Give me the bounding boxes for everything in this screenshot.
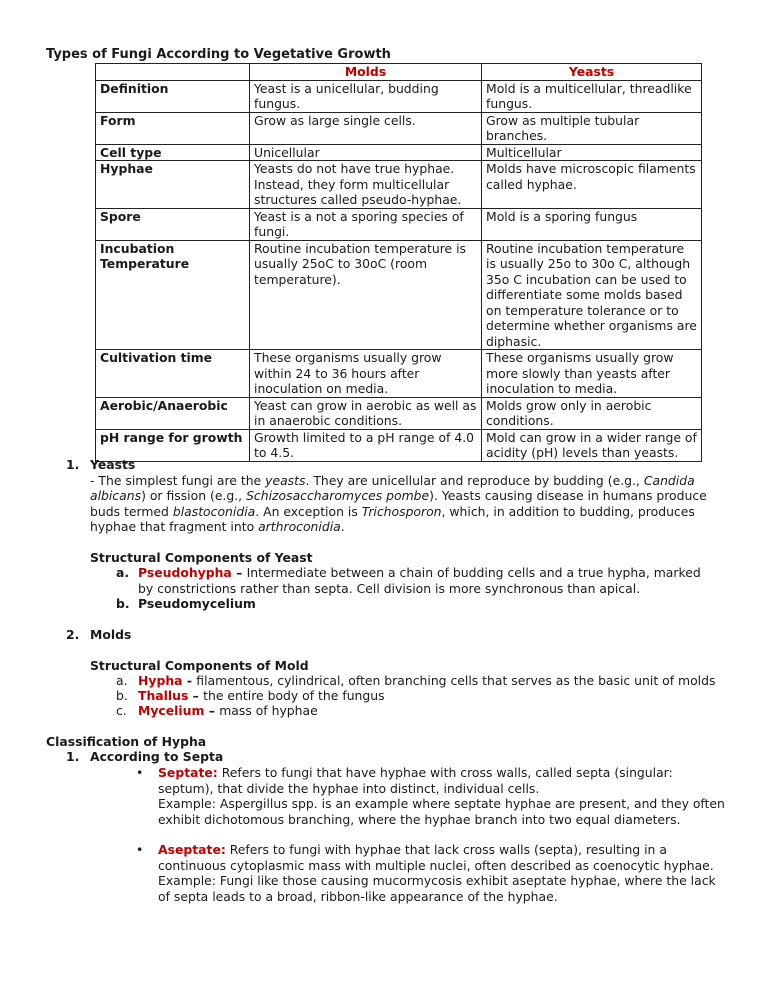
table-header-row xyxy=(96,64,702,81)
molds-cell: Grow as large single cells. xyxy=(250,112,482,144)
yeasts-cell: Mold is a multicellular, threadlike fungus. xyxy=(482,80,702,112)
table-row xyxy=(96,161,702,209)
row-label: Form xyxy=(96,112,250,144)
yeasts-section xyxy=(90,457,720,535)
molds-cell: Yeast is a unicellular, budding fungus. xyxy=(250,80,482,112)
yeasts-cell: Routine incubation temperature is usually 25o to 30o C, although 35o C incubation can be used to differentiate some molds based on temperature tolerance or to determine whether organisms are diphasic. xyxy=(482,240,702,350)
yeast-structural-title: Structural Components of Yeast xyxy=(90,550,313,565)
yeasts-title: Yeasts xyxy=(90,457,136,472)
yeast-item-b: b. Pseudomycelium xyxy=(116,596,256,611)
hypha-classification-title: Classification of Hypha xyxy=(46,734,207,749)
molds-number: 2. xyxy=(66,627,80,642)
molds-cell: Routine incubation temperature is usually 25oC to 30oC (room temperature). xyxy=(250,240,482,350)
row-label: Cultivation time xyxy=(96,350,250,398)
table-header-molds: Molds xyxy=(250,64,482,81)
hypha-term: Hypha xyxy=(138,673,183,688)
row-label: Aerobic/Anaerobic xyxy=(96,397,250,429)
molds-title: Molds xyxy=(90,627,132,642)
yeasts-cell: Mold can grow in a wider range of acidity (pH) levels than yeasts. xyxy=(482,429,702,461)
table-header-yeasts: Yeasts xyxy=(482,64,702,81)
table-header-empty xyxy=(96,64,250,81)
aseptate-term: Aseptate: xyxy=(158,842,226,857)
septate-example: Example: Aspergillus spp. is an example where septate hyphae are present, and they often exhibit dichotomous branching, where the hyphae branch into two equal diameters. xyxy=(158,796,725,827)
yeasts-cell: Mold is a sporing fungus xyxy=(482,208,702,240)
row-label: Cell type xyxy=(96,144,250,161)
row-label: Hyphae xyxy=(96,161,250,209)
yeasts-cell: These organisms usually grow more slowly than yeasts after inoculation to media. xyxy=(482,350,702,398)
aseptate-example: Example: Fungi like those causing mucormycosis exhibit aseptate hyphae, where the lack of septa leads to a broad, ribbon-like appearance of the hyphae. xyxy=(158,873,716,904)
comparison-table xyxy=(95,63,702,462)
yeasts-cell: Molds grow only in aerobic conditions. xyxy=(482,397,702,429)
row-label: Spore xyxy=(96,208,250,240)
pseudohypha-term: Pseudohypha xyxy=(138,565,232,580)
page-title: Types of Fungi According to Vegetative Growth xyxy=(46,47,391,62)
yeasts-cell: Multicellular xyxy=(482,144,702,161)
mold-structural-title: Structural Components of Mold xyxy=(90,658,309,673)
septate-term: Septate: xyxy=(158,765,218,780)
molds-cell: Yeasts do not have true hyphae. Instead, they form multicellular structures called pseudo-hyphae. xyxy=(250,161,482,209)
mold-item-c: c. Mycelium – mass of hyphae xyxy=(116,703,318,718)
yeasts-cell: Grow as multiple tubular branches. xyxy=(482,112,702,144)
table-row xyxy=(96,80,702,112)
septate-bullet: • Septate: Refers to fungi that have hyphae with cross walls, called septa (singular: septum), that divide the hyphae into distinct, individual cells. Example: Aspergillus spp. is an example where septate hyphae are present, and they often exhibit dichotomous branching, where the hyphae branch into two equal diameters. xyxy=(136,765,725,827)
table-row xyxy=(96,350,702,398)
yeasts-number: 1. xyxy=(66,457,80,472)
mold-item-b: b. Thallus – the entire body of the fungus xyxy=(116,688,385,703)
row-label: Incubation Temperature xyxy=(96,240,250,350)
table-row xyxy=(96,208,702,240)
pseudomycelium-term: Pseudomycelium xyxy=(138,596,256,611)
mycelium-term: Mycelium xyxy=(138,703,205,718)
table-row xyxy=(96,397,702,429)
molds-cell: Yeast is a not a sporing species of fungi. xyxy=(250,208,482,240)
molds-cell: Yeast can grow in aerobic as well as in anaerobic conditions. xyxy=(250,397,482,429)
yeasts-paragraph: - The simplest fungi are the yeasts. They are unicellular and reproduce by budding (e.g., Candida albicans) or fission (e.g., Schizosaccharomyces pombe). Yeasts causing disease in humans produce buds termed blastoconidia. An exception is Trichosporon, which, in addition to budding, produces hyphae that fragment into arthroconidia. xyxy=(90,472,707,534)
septa-number: 1. xyxy=(66,749,80,764)
row-label: Definition xyxy=(96,80,250,112)
yeasts-cell: Molds have microscopic filaments called hyphae. xyxy=(482,161,702,209)
molds-cell: These organisms usually grow within 24 to 36 hours after inoculation on media. xyxy=(250,350,482,398)
aseptate-bullet: • Aseptate: Refers to fungi with hyphae that lack cross walls (septa), resulting in a continuous cytoplasmic mass with multiple nuclei, often described as coenocytic hyphae. Example: Fungi like those causing mucormycosis exhibit aseptate hyphae, where the lack of septa leads to a broad, ribbon-like appearance of the hyphae. xyxy=(136,842,726,904)
molds-cell: Unicellular xyxy=(250,144,482,161)
molds-cell: Growth limited to a pH range of 4.0 to 4.5. xyxy=(250,429,482,461)
table-row xyxy=(96,112,702,144)
table-row xyxy=(96,144,702,161)
row-label: pH range for growth xyxy=(96,429,250,461)
mold-item-a: a. Hypha - filamentous, cylindrical, often branching cells that serves as the basic unit of molds xyxy=(116,673,716,688)
thallus-term: Thallus xyxy=(138,688,189,703)
table-row xyxy=(96,240,702,350)
yeast-item-a: a. Pseudohypha – Intermediate between a chain of budding cells and a true hypha, marked by constrictions rather than septa. Cell division is more synchronous than apical. xyxy=(116,565,701,596)
septa-title: According to Septa xyxy=(90,749,224,764)
